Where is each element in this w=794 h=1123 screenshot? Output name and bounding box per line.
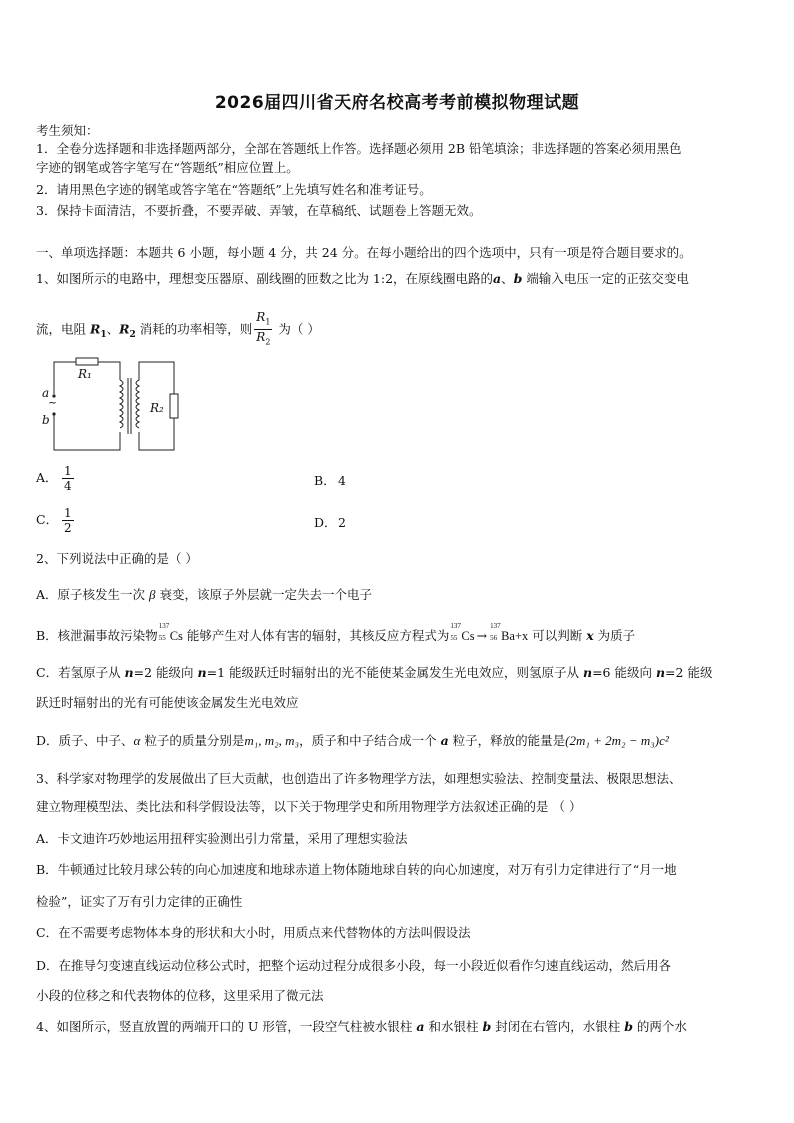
q3-option-c: C．在不需要考虑物体本身的形状和大小时，用质点来代替物体的方法叫假设法	[36, 925, 471, 940]
q2-option-a: A．原子核发生一次 β 衰变，该原子外层就一定失去一个电子	[36, 587, 372, 602]
q3-option-d-line1: D．在推导匀变速直线运动位移公式时，把整个运动过程分成很多小段，每一小段近似看作匀速直线运动，然后用各	[36, 958, 672, 973]
primary-bottom-wire	[54, 414, 120, 450]
q2-option-c-line2: 跃迁时辐射出的光有可能使该金属发生光电效应	[36, 695, 299, 710]
q2-stem: 2、下列说法中正确的是（ ）	[36, 551, 198, 566]
q3-option-a: A．卡文迪许巧妙地运用扭秤实验测出引力常量，采用了理想实验法	[36, 831, 408, 846]
q1-stem-line2: 流，电阻 $R_1$、$R_2$ 消耗的功率相等，则 $\frac{R_1}{R_2}$ 为（ ）	[36, 310, 758, 350]
notice-heading: 考生须知：	[36, 123, 99, 138]
q4-stem-line1: 4、如图所示，竖直放置的两端开口的 U 形管，一段空气柱被水银柱 a 和水银柱 b 封闭在右管内，水银柱 b 的两个水	[36, 1019, 687, 1034]
q3-stem-line1: 3、科学家对物理学的发展做出了巨大贡献，也创造出了许多物理学方法，如理想实验法、控制变量法、极限思想法、	[36, 771, 682, 786]
q1-option-b: B． 4	[314, 473, 346, 488]
primary-coil	[120, 380, 123, 428]
q3-option-b-line2: 检验”，证实了万有引力定律的正确性	[36, 894, 243, 909]
label-a: a	[42, 386, 50, 400]
q1-ratio-fraction: $\frac{R_1}{R_2}$	[256, 310, 271, 347]
q1-option-d: D．2	[314, 515, 346, 530]
resistor-r2	[170, 394, 178, 418]
q1-option-a: A． $\frac{1}{4}$	[36, 464, 72, 493]
notice-item-3: 3．保持卡面清洁，不要折叠，不要弄破、弄皱，在草稿纸、试题卷上答题无效。	[36, 203, 482, 218]
resistor-r1	[76, 358, 98, 365]
q2-option-d: D．质子、中子、α 粒子的质量分别是m₁, m₂, m₃，质子和中子结合成一个 a 粒子，释放的能量是(2m₁ + 2m₂ − m₃)c²	[36, 733, 669, 748]
secondary-bottom-wire	[139, 418, 174, 450]
section-heading: 一、单项选择题：本题共 6 小题，每小题 4 分，共 24 分。在每小题给出的四个选项中，只有一项是符合题目要求的。	[36, 245, 692, 260]
notice-item-1b: 字迹的钢笔或答字笔写在“答题纸”相应位置上。	[36, 160, 299, 175]
q2-option-b: B．核泄漏事故污染物 137 55 Cs 能够产生对人体有害的辐射，其核反应方程式为 137 55 Cs → 137 56 Ba+x 可以判断 x 为质子	[36, 622, 636, 643]
notice-item-2: 2．请用黑色字迹的钢笔或答字笔在“答题纸”上先填写姓名和准考证号。	[36, 182, 432, 197]
secondary-coil	[136, 380, 139, 428]
label-r2: R₂	[150, 401, 164, 415]
q1-stem-line1: 1、如图所示的电路中，理想变压器原、副线圈的匝数之比为 1:2，在原线圈电路的a、b 端输入电压一定的正弦交变电	[36, 271, 689, 286]
label-b: b	[42, 413, 50, 427]
label-source-wave: ~	[48, 396, 58, 409]
q3-option-b-line1: B．牛顿通过比较月球公转的向心加速度和地球赤道上物体随地球自转的向心加速度，对万有引力定律进行了“月一地	[36, 862, 677, 877]
page-title: 2026届四川省天府名校高考考前模拟物理试题	[214, 93, 580, 113]
notice-item-1a: 1．全卷分选择题和非选择题两部分，全部在答题纸上作答。选择题必须用 2B 铅笔填涂；非选择题的答案必须用黑色	[36, 141, 682, 156]
q3-stem-line2: 建立物理模型法、类比法和科学假设法等，以下关于物理学史和所用物理学方法叙述正确的是 （ ）	[36, 799, 582, 814]
label-r1: R₁	[78, 367, 92, 381]
q2-option-c-line1: C．若氢原子从 n=2 能级向 n=1 能级跃迁时辐射出的光不能使某金属发生光电效应，则氢原子从 n=6 能级向 n=2 能级	[36, 665, 713, 680]
secondary-top-wire	[139, 362, 174, 394]
q3-option-d-line2: 小段的位移之和代表物体的位移，这里采用了微元法	[36, 988, 324, 1003]
q1-option-c: C． $\frac{1}{2}$	[36, 506, 72, 535]
